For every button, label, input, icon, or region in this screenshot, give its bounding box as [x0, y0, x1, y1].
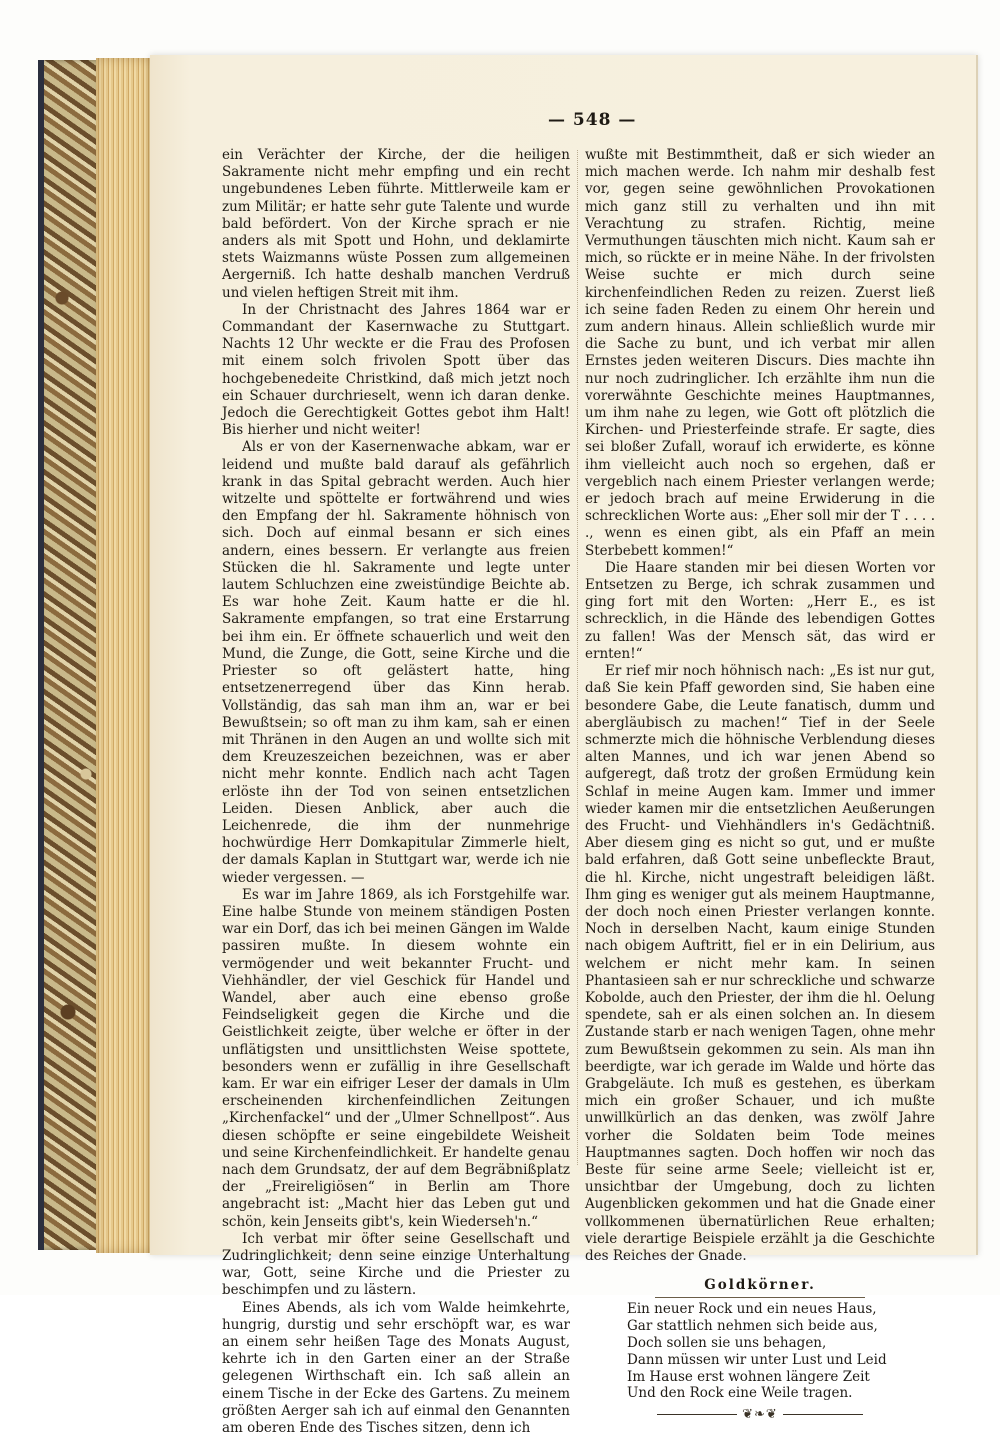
paragraph: Die Haare standen mir bei diesen Worten vor Entsetzen zu Berge, ich schrak zusammen und ging fort mit den Worten: „Herr E., es ist schrecklich, in die Hände des lebendigen Gottes zu fallen! Was der Mensch sät, das wird er ernten!“ [585, 559, 935, 662]
paragraph: Eines Abends, als ich vom Walde heimkehrte, hungrig, durstig und sehr erschöpft war, es war an einem sehr heißen Tage des Monats August, kehrte ich in den Garten einer an der Straße gelegenen Wirthschaft ein. Ich saß allein an einem Tische in der Ecke des Gartens. Zu meinem größten Aerger sah ich auf einmal den Genannten am oberen Ende des Tisches sitzen, denn ich [222, 1299, 570, 1437]
paragraph: Als er von der Kasernenwache abkam, war er leidend und mußte bald darauf als gefährlich krank in das Spital gebracht werden. Auch hier witzelte und spöttelte er fortwährend und wies den Empfang der hl. Sakramente höhnisch von sich. Doch auf einmal besann er sich eines andern, eines bessern. Er verlangte aus freien Stücken die hl. Sakramente und legte unter lautem Schluchzen eine zweistündige Beichte ab. Es war hohe Zeit. Kaum hatte er die hl. Sakramente empfangen, so trat eine Erstarrung bei ihm ein. Er öffnete schauerlich und weit den Mund, die Zunge, die Gott, seine Kirche und die Priester so oft gelästert hatte, hing entsetzenerregend über das Kinn herab. Vollständig, das sah man ihm an, war er bei Bewußtsein; so oft man zu ihm kam, sah er einen mit Thränen in den Augen an und wollte sich mit dem Kreuzeszeichen bezeichnen, was er aber nicht mehr konnte. Endlich nach acht Tagen erlöste ihn der Tod von seinen entsetzlichen Leiden. Diesen Anblick, aber auch die Leichenrede, die ihm der nunmehrige hochwürdige Herr Domkapitular Zimmerle hielt, der damals Kaplan in Stuttgart war, werde ich nie wieder vergessen. — [222, 439, 570, 886]
paragraph: Ich verbat mir öfter seine Gesellschaft und Zudringlichkeit; denn seine einzige Unterhaltung war, Gott, seine Kirche und die Priester zu beschimpfen und zu lästern. [222, 1230, 570, 1299]
page-edges [96, 58, 154, 1253]
marbled-book-cover [38, 60, 104, 1250]
poem-line: Ein neuer Rock und ein neues Haus, [627, 1301, 877, 1318]
poem-line: Im Hause erst wohnen längere Zeit [627, 1368, 870, 1385]
page-number: — 548 — [548, 110, 637, 130]
column-divider [577, 150, 578, 1165]
decorative-ornament-icon: ❦❧❦ [585, 1406, 935, 1423]
paragraph: ein Verächter der Kirche, der die heiligen Sakramente nicht mehr empfing und ein recht ungebundenes Leben führte. Mittlerweile kam er zum Militär; er hatte sehr gute Talente und wurde bald befördert. Von der Kirche sprach er nie anders als mit Spott und Hohn, und deklamirte stets Waizmanns wüste Possen zum allgemeinen Aergerniß. Ich hatte deshalb manchen Verdruß und vielen heftigen Streit mit ihm. [222, 147, 570, 301]
poem-line: Dann müssen wir unter Lust und Leid [627, 1351, 887, 1368]
right-column [585, 147, 935, 1423]
left-column [222, 147, 570, 1437]
poem-line: Gar stattlich nehmen sich beide aus, [627, 1318, 878, 1335]
paragraph: In der Christnacht des Jahres 1864 war er Commandant der Kasernwache zu Stuttgart. Nachts 12 Uhr weckte er die Frau des Profosen mit einem solch frivolen Spott über das hochgebenedeite Christkind, daß mich jetzt noch ein Schauer durchrieselt, wenn ich daran denke. Jedoch die Gerechtigkeit Gottes gebot ihm Halt! Bis hierher und nicht weiter! [222, 301, 570, 439]
paragraph: Er rief mir noch höhnisch nach: „Es ist nur gut, daß Sie kein Pfaff geworden sind, Sie haben eine besondere Gabe, die Leute fanatisch, dumm und abergläubisch zu machen!“ Tief in der Seele schmerzte mich die höhnische Verblendung dieses alten Mannes, und ich war jenen Abend so aufgeregt, daß trotz der großen Ermüdung kein Schlaf in meine Augen kam. Immer und immer wieder kamen mir die entsetzlichen Aeußerungen des Frucht- und Viehhändlers in's Gedächtniß. Aber diesem ging es nicht so gut, und er mußte bald erfahren, daß Gott seine unbefleckte Braut, die hl. Kirche, nicht ungestraft beleidigen läßt. Ihm ging es weniger gut als meinem Hauptmanne, der doch noch einen Priester verlangen konnte. Noch in derselben Nacht, kaum einige Stunden nach obigem Auftritt, fiel er in ein Delirium, aus welchem er nicht mehr kam. In seinen Phantasieen sah er nur schreckliche und schwarze Kobolde, auch den Priester, der ihm die hl. Oelung spendete, sah er als einen solchen an. In diesem Zustande starb er nach wenigen Tagen, ohne mehr zum Bewußtsein gekommen zu sein. Als man ihn beerdigte, war ich gerade im Walde und hörte das Grabgeläute. Ich muß es gestehen, es überkam mich ein großer Schauer, und ich mußte unwillkürlich an das denken, was zwölf Jahre vorher die Soldaten beim Tode meines Hauptmannes sagten. Doch hoffen wir noch das Beste für seine arme Seele; vielleicht ist er, unsichtbar der Umgebung, doch zu lichten Augenblicken gekommen und hat die Gnade einer vollkommenen übernatürlichen Reue erhalten; viele derartige Beispiele erzählt ja die Geschichte des Reiches der Gnade. [585, 663, 935, 1264]
paragraph: Es war im Jahre 1869, als ich Forstgehilfe war. Eine halbe Stunde von meinem ständigen Posten war ein Dorf, das ich bei meinen Gängen im Walde passiren mußte. In diesem wohnte ein vermögender und weit bekannter Frucht- und Viehhändler, der viel Geschick für Handel und Wandel, aber auch eine ebenso große Feindseligkeit gegen die Kirche und die Geistlichkeit zeigte, über welche er öfter in der unflätigsten und unsittlichsten Weise spottete, besonders wenn er zufällig in ihre Gesellschaft kam. Er war ein eifriger Leser der damals in Ulm erscheinenden kirchenfeindlichen Zeitungen „Kirchenfackel“ und der „Ulmer Schnellpost“. Aus diesen schöpfte er seine eingebildete Weisheit und seine Kirchenfeindlichkeit. Er handelte genau nach dem Grundsatz, der auf dem Begräbnißplatz der „Freireligiösen“ in Berlin am Thore angebracht ist: „Macht hier das Leben gut und schön, kein Jenseits gibt's, kein Wiederseh'n.“ [222, 886, 570, 1230]
poem-line: Doch sollen sie uns behagen, [627, 1335, 827, 1351]
poem-title: Goldkörner. [704, 1277, 816, 1294]
paragraph: wußte mit Bestimmtheit, daß er sich wieder an mich machen werde. Ich nahm mir deshalb fest vor, gegen seine gewöhnlichen Provokationen mich ganz still zu verhalten und ihn mit Verachtung zu strafen. Richtig, meine Vermuthungen täuschten mich nicht. Kaum sah er mich, so rückte er in meine Nähe. In der frivolsten Weise suchte er mich durch seine kirchenfeindlichen Reden zu reizen. Zuerst ließ ich seine faden Reden zu einem Ohr herein und zum andern hinaus. Allein schließlich wurde mir die Sache zu bunt, und ich verbat mir allen Ernstes jeden weiteren Discurs. Dies machte ihn nur noch zudringlicher. Ich erzählte ihm nun die vorerwähnte Geschichte meines Hauptmannes, um ihm nahe zu legen, wie Gott oft plötzlich die Kirchen- und Priesterfeinde strafe. Er sagte, dies sei bloßer Zufall, worauf ich erwiderte, es könne ihm vielleicht auch noch so ergehen, daß er vergeblich nach einem Priester verlangen werde; er jedoch brach auf meine Erwiderung in die schrecklichen Worte aus: „Eher soll mir der T . . . . ., wenn es einen gibt, als ein Pfaff an mein Sterbebett kommen!“ [585, 147, 935, 559]
poem-line: Und den Rock eine Weile tragen. [627, 1385, 853, 1402]
poem [627, 1301, 935, 1402]
poem-title-rule [655, 1297, 865, 1298]
